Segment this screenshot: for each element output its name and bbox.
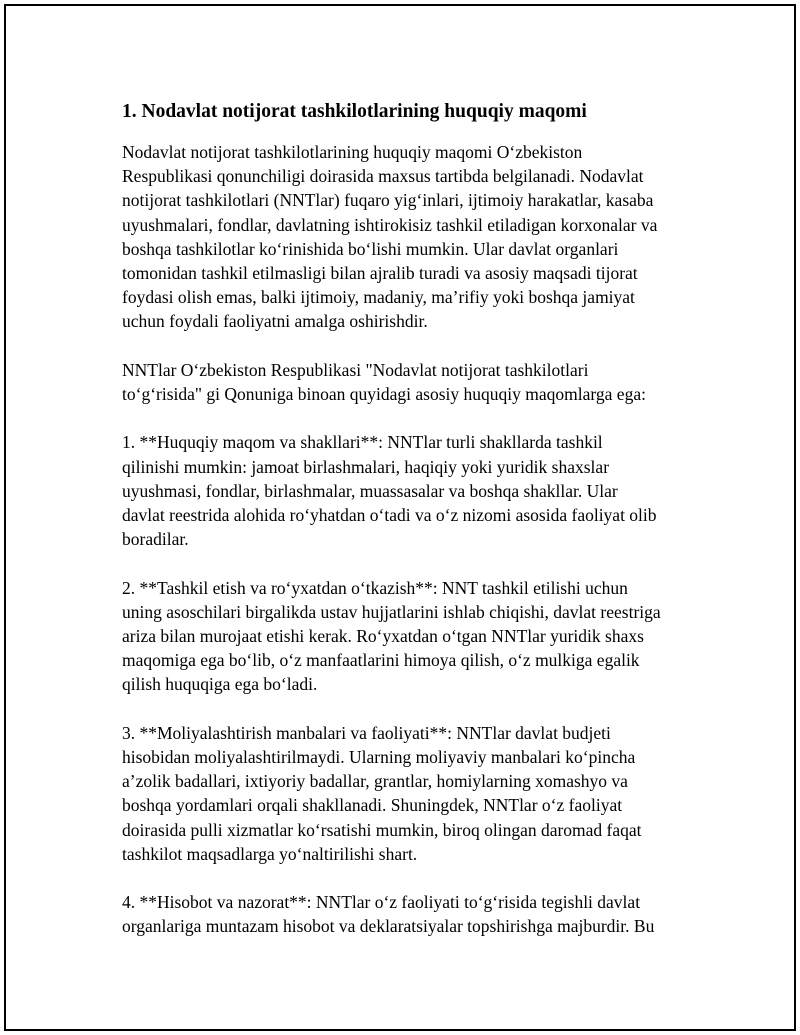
text-line: a’zolik badallari, ixtiyoriy badallar, grantlar, homiylarning xomashyo va (122, 771, 628, 792)
paragraph-item-1 (122, 430, 702, 551)
paragraph-law-reference (122, 358, 702, 406)
text-line: 4. **Hisobot va nazorat**: NNTlar o‘z faoliyati to‘g‘risida tegishli davlat (122, 892, 641, 913)
text-line: uning asoschilari birgalikda ustav hujjatlarini ishlab chiqishi, davlat reestriga (122, 601, 661, 622)
text-line: boshqa tashkilotlar ko‘rinishida bo‘lishi mumkin. Ular davlat organlari (122, 238, 619, 259)
text-line: Respublikasi qonunchiligi doirasida maxsus tartibda belgilanadi. Nodavlat (122, 166, 644, 187)
text-line: ariza bilan murojaat etishi kerak. Ro‘yxatdan o‘tgan NNTlar yuridik shaxs (122, 626, 644, 647)
text-line: qilish huquqiga ega bo‘ladi. (122, 674, 318, 695)
document-page (4, 4, 796, 1031)
text-line: 1. **Huquqiy maqom va shakllari**: NNTlar turli shakllarda tashkil (122, 432, 603, 453)
paragraph-intro (122, 140, 702, 334)
section-heading: 1. Nodavlat notijorat tashkilotlarining huquqiy maqomi (122, 101, 587, 122)
text-line: NNTlar O‘zbekiston Respublikasi "Nodavlat notijorat tashkilotlari (122, 359, 589, 380)
text-line: doirasida pulli xizmatlar ko‘rsatishi mumkin, biroq olingan daromad faqat (122, 819, 642, 840)
text-line: tashkilot maqsadlarga yo‘naltirilishi shart. (122, 843, 418, 864)
text-line: notijorat tashkilotlari (NNTlar) fuqaro yig‘inlari, ijtimoiy harakatlar, kasaba (122, 190, 654, 211)
text-line: tomonidan tashkil etilmasligi bilan ajralib turadi va asosiy maqsadi tijorat (122, 263, 638, 284)
text-line: 3. **Moliyalashtirish manbalari va faoliyati**: NNTlar davlat budjeti (122, 722, 611, 743)
text-line: to‘g‘risida" gi Qonuniga binoan quyidagi asosiy huquqiy maqomlarga ega: (122, 384, 646, 405)
text-line: organlariga muntazam hisobot va deklaratsiyalar topshirishga majburdir. Bu (122, 916, 655, 937)
text-line: foydasi olish emas, balki ijtimoiy, madaniy, ma’rifiy yoki boshqa jamiyat (122, 287, 635, 308)
text-line: hisobidan moliyalashtirilmaydi. Ularning moliyaviy manbalari ko‘pincha (122, 747, 636, 768)
text-line: boshqa yordamlari orqali shakllanadi. Shuningdek, NNTlar o‘z faoliyat (122, 795, 623, 816)
text-line: uyushmasi, fondlar, birlashmalar, muassasalar va boshqa shakllar. Ular (122, 480, 618, 501)
text-line: davlat reestrida alohida ro‘yhatdan o‘tadi va o‘z nizomi asosida faoliyat olib (122, 505, 657, 526)
text-line: 2. **Tashkil etish va ro‘yxatdan o‘tkazish**: NNT tashkil etilishi uchun (122, 577, 628, 598)
text-line: maqomiga ega bo‘lib, o‘z manfaatlarini himoya qilish, o‘z mulkiga egalik (122, 650, 640, 671)
document-body (122, 96, 702, 963)
paragraph-item-2 (122, 576, 702, 697)
text-line: qilinishi mumkin: jamoat birlashmalari, haqiqiy yoki yuridik shaxslar (122, 456, 610, 477)
paragraph-item-3 (122, 721, 702, 866)
text-line: uchun foydali faoliyatni amalga oshirishdir. (122, 311, 428, 332)
text-line: boradilar. (122, 529, 189, 550)
paragraph-item-4 (122, 890, 702, 938)
text-line: Nodavlat notijorat tashkilotlarining huquqiy maqomi O‘zbekiston (122, 142, 583, 162)
text-line: uyushmalari, fondlar, davlatning ishtirokisiz tashkil etiladigan korxonalar va (122, 214, 658, 235)
